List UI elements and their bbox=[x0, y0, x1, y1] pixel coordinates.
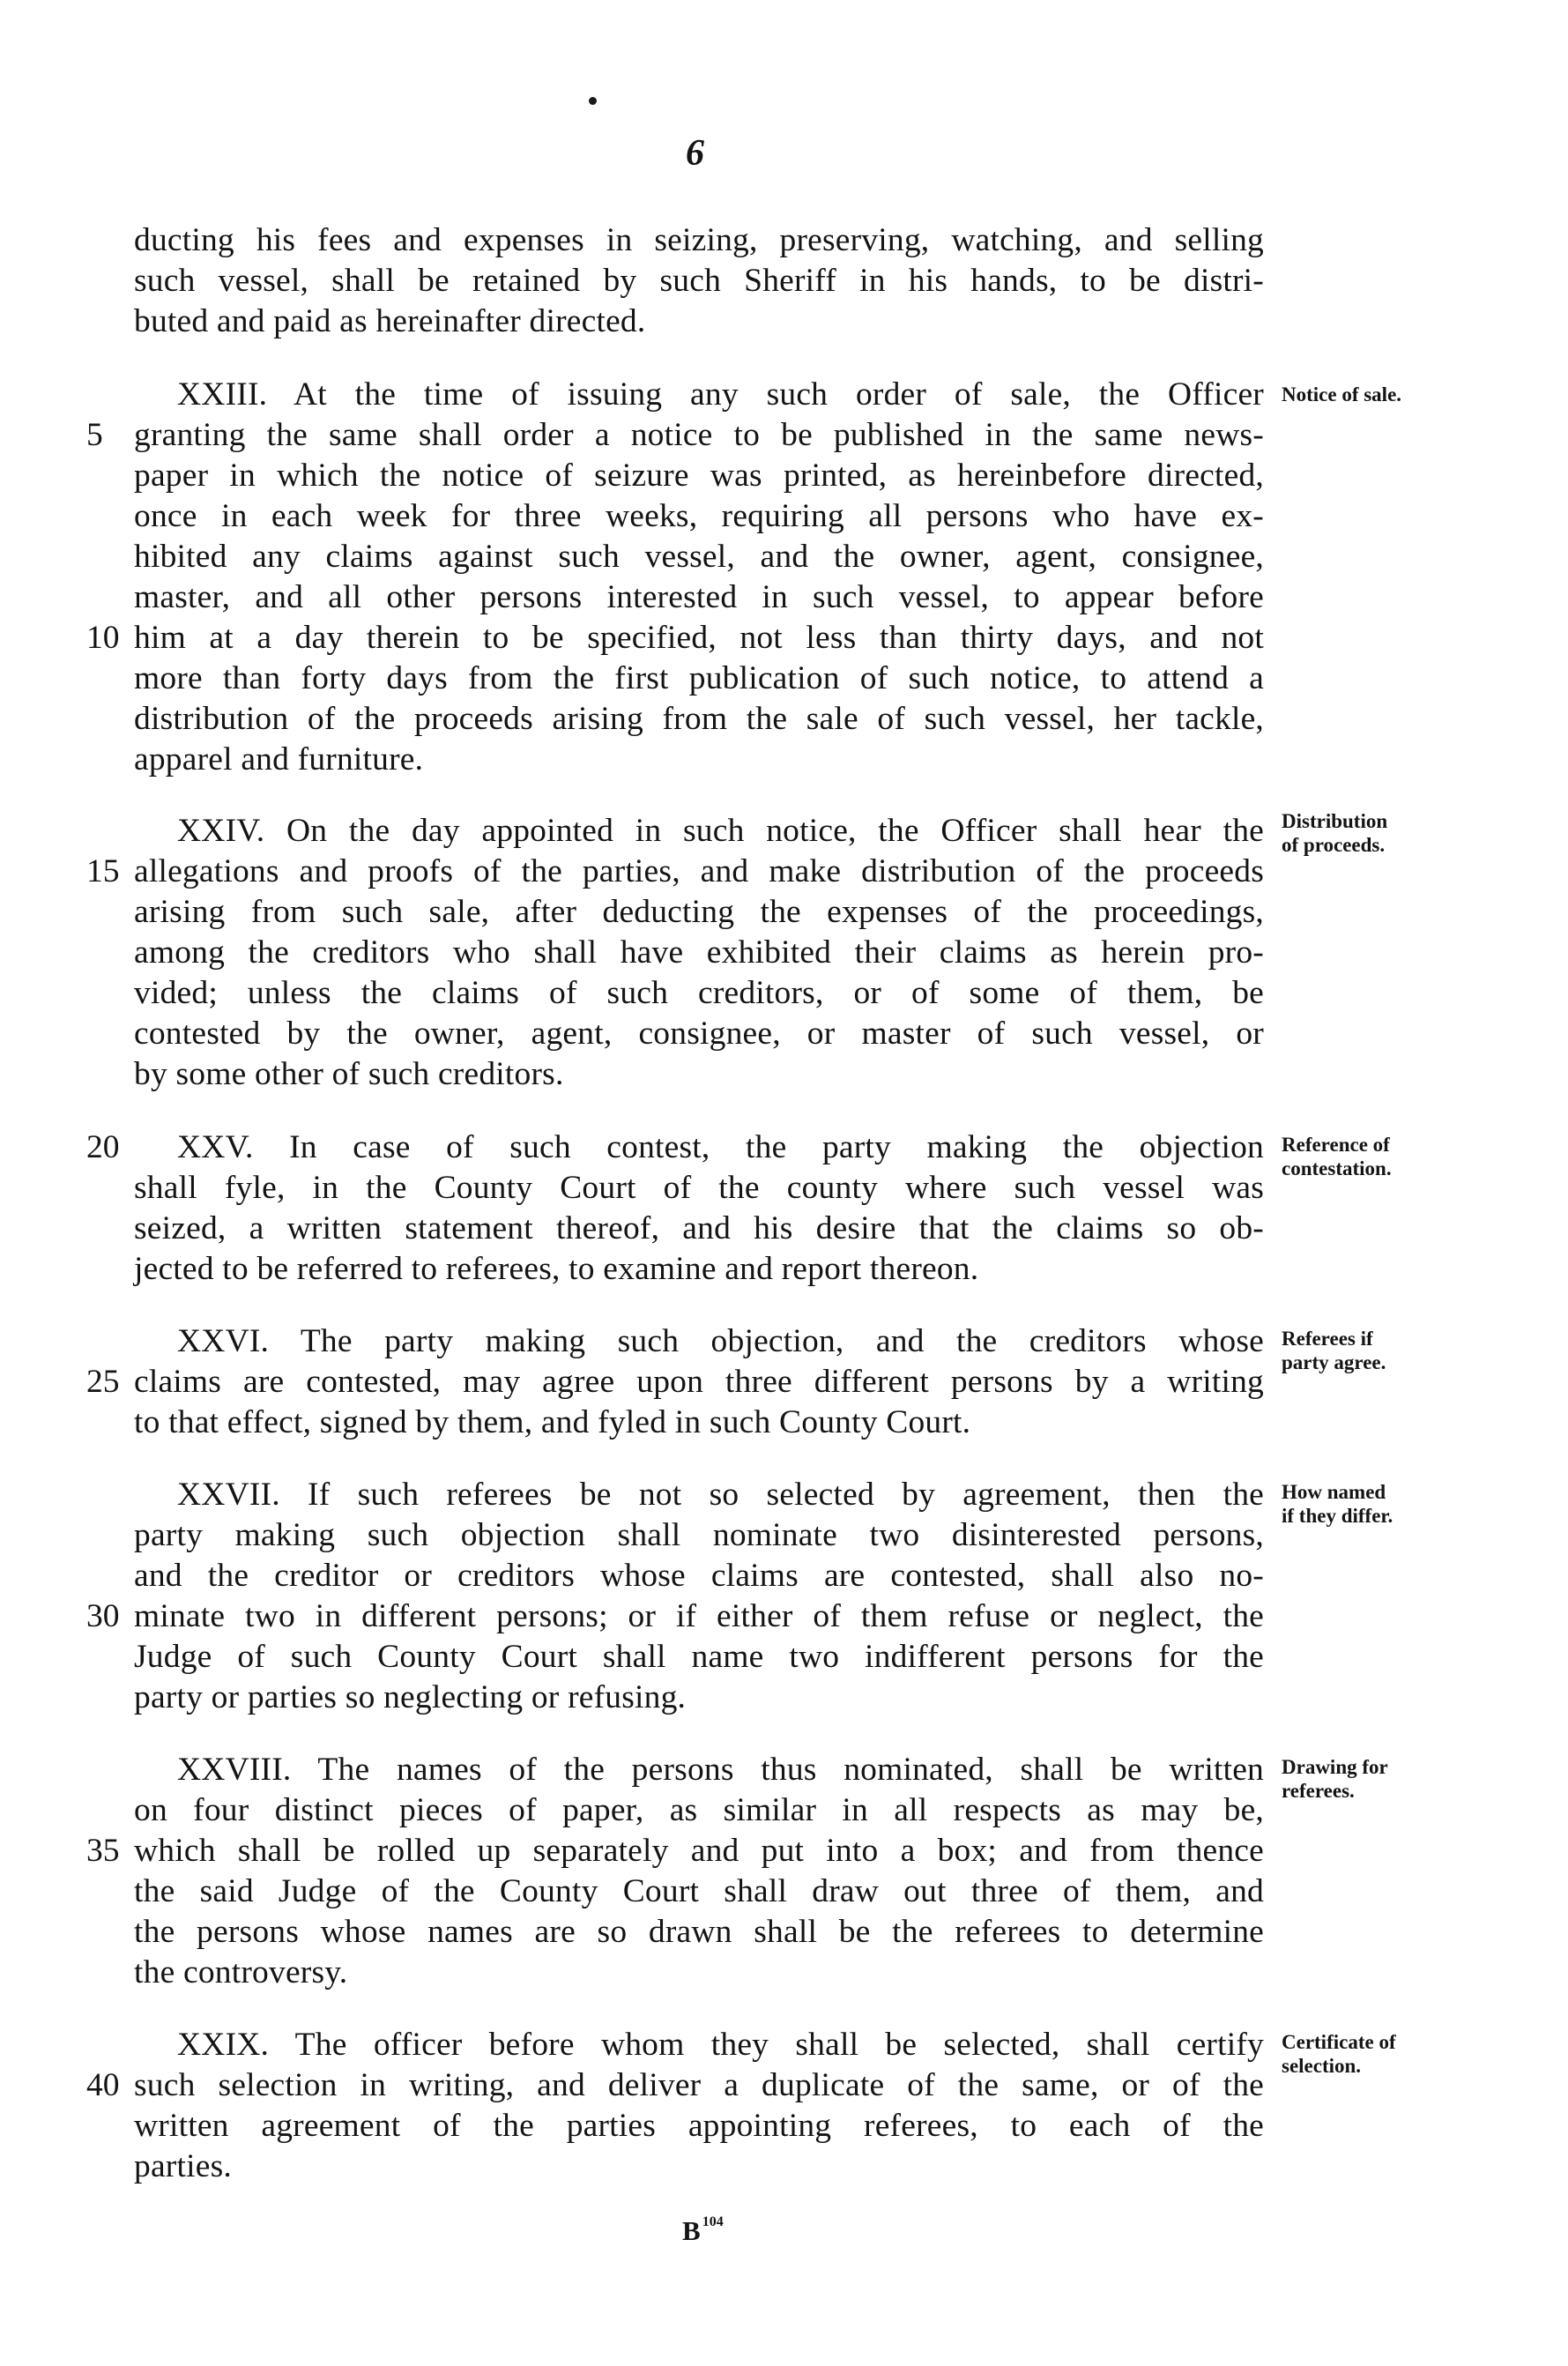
text-line: party or parties so neglecting or refusing. bbox=[134, 1679, 687, 1715]
marginal-note: Drawing for bbox=[1282, 1756, 1388, 1778]
text-line: such vessel, shall be retained by such Sheriff in his hands, to be distri- bbox=[134, 263, 1264, 299]
text-line: such selection in writing, and deliver a duplicate of the same, or of the bbox=[134, 2067, 1264, 2103]
text-line: him at a day therein to be specified, not less than thirty days, and not bbox=[134, 620, 1264, 656]
text-line: XXVIII. The names of the persons thus nominated, shall be written bbox=[177, 1752, 1264, 1788]
marginal-note: of proceeds. bbox=[1282, 834, 1386, 856]
marginal-note: selection. bbox=[1282, 2055, 1362, 2077]
text-line: granting the same shall order a notice to be published in the same news- bbox=[134, 417, 1264, 453]
line-number: 15 bbox=[86, 853, 120, 889]
text-line: by some other of such creditors. bbox=[134, 1056, 564, 1092]
page-number: 6 bbox=[686, 133, 704, 174]
marginal-note: How named bbox=[1282, 1481, 1386, 1503]
text-line: buted and paid as hereinafter directed. bbox=[134, 303, 646, 339]
text-line: shall fyle, in the County Court of the county where such vessel was bbox=[134, 1170, 1264, 1206]
text-line: ducting his fees and expenses in seizing, preserving, watching, and selling bbox=[134, 222, 1264, 258]
text-line: apparel and furniture. bbox=[134, 741, 424, 778]
line-number: 40 bbox=[86, 2067, 120, 2103]
marginal-note: Reference of bbox=[1282, 1134, 1390, 1156]
text-line: minate two in different persons; or if either of them refuse or neglect, the bbox=[134, 1598, 1264, 1634]
text-line: parties. bbox=[134, 2148, 232, 2184]
marginal-note: Referees if bbox=[1282, 1328, 1373, 1350]
text-line: written agreement of the parties appointing referees, to each of the bbox=[134, 2108, 1264, 2144]
marginal-note: Distribution bbox=[1282, 810, 1388, 832]
printer-signature bbox=[682, 2214, 724, 2247]
marginal-note: referees. bbox=[1282, 1780, 1355, 1802]
text-line: XXV. In case of such contest, the party making the objection bbox=[177, 1129, 1264, 1165]
text-line: XXIX. The officer before whom they shall be selected, shall certify bbox=[177, 2027, 1264, 2063]
text-line: jected to be referred to referees, to examine and report thereon. bbox=[134, 1251, 979, 1287]
marginal-note: contestation. bbox=[1282, 1157, 1392, 1179]
marginal-note: if they differ. bbox=[1282, 1505, 1393, 1527]
text-line: arising from such sale, after deducting the expenses of the proceedings, bbox=[134, 894, 1264, 930]
marginal-note: Certificate of bbox=[1282, 2031, 1396, 2053]
signature-letter: B bbox=[682, 2215, 701, 2246]
text-line: and the creditor or creditors whose claims are contested, shall also no- bbox=[134, 1558, 1264, 1594]
text-line: the persons whose names are so drawn shall be the referees to determine bbox=[134, 1914, 1264, 1950]
text-line: which shall be rolled up separately and put into a box; and from thence bbox=[134, 1833, 1264, 1869]
line-number: 5 bbox=[86, 417, 103, 453]
text-line: claims are contested, may agree upon three different persons by a writing bbox=[134, 1364, 1264, 1400]
text-line: seized, a written statement thereof, and his desire that the claims so ob- bbox=[134, 1210, 1264, 1246]
text-line: once in each week for three weeks, requiring all persons who have ex- bbox=[134, 498, 1264, 534]
text-line: XXIV. On the day appointed in such notice, the Officer shall hear the bbox=[177, 813, 1264, 849]
signature-number: 104 bbox=[702, 2214, 724, 2229]
text-line: master, and all other persons interested in such vessel, to appear before bbox=[134, 579, 1264, 615]
line-number: 30 bbox=[86, 1598, 120, 1634]
text-line: XXVII. If such referees be not so selected by agreement, then the bbox=[177, 1477, 1264, 1513]
text-line: to that effect, signed by them, and fyled in such County Court. bbox=[134, 1404, 971, 1440]
line-number: 10 bbox=[86, 620, 120, 656]
text-line: XXVI. The party making such objection, and the creditors whose bbox=[177, 1323, 1264, 1359]
text-line: among the creditors who shall have exhibited their claims as herein pro- bbox=[134, 934, 1264, 971]
text-line: the controversy. bbox=[134, 1954, 348, 1990]
header-dot-mark bbox=[589, 97, 597, 105]
text-line: on four distinct pieces of paper, as similar in all respects as may be, bbox=[134, 1792, 1264, 1828]
text-line: Judge of such County Court shall name two indifferent persons for the bbox=[134, 1639, 1264, 1675]
text-line: party making such objection shall nominate two disinterested persons, bbox=[134, 1517, 1264, 1553]
text-line: hibited any claims against such vessel, and the owner, agent, consignee, bbox=[134, 539, 1264, 575]
line-number: 25 bbox=[86, 1364, 120, 1400]
text-line: more than forty days from the first publication of such notice, to attend a bbox=[134, 660, 1264, 696]
text-line: XXIII. At the time of issuing any such order of sale, the Officer bbox=[177, 376, 1264, 413]
text-line: vided; unless the claims of such creditors, or of some of them, be bbox=[134, 975, 1264, 1011]
text-line: paper in which the notice of seizure was printed, as hereinbefore directed, bbox=[134, 458, 1264, 494]
text-line: allegations and proofs of the parties, and make distribution of the proceeds bbox=[134, 853, 1264, 889]
text-line: distribution of the proceeds arising from the sale of such vessel, her tackle, bbox=[134, 701, 1264, 737]
line-number: 20 bbox=[86, 1129, 120, 1165]
text-line: contested by the owner, agent, consignee, or master of such vessel, or bbox=[134, 1016, 1264, 1052]
text-line: the said Judge of the County Court shall draw out three of them, and bbox=[134, 1873, 1264, 1909]
line-number: 35 bbox=[86, 1833, 120, 1869]
marginal-note: party agree. bbox=[1282, 1351, 1386, 1373]
marginal-note: Notice of sale. bbox=[1282, 383, 1402, 405]
